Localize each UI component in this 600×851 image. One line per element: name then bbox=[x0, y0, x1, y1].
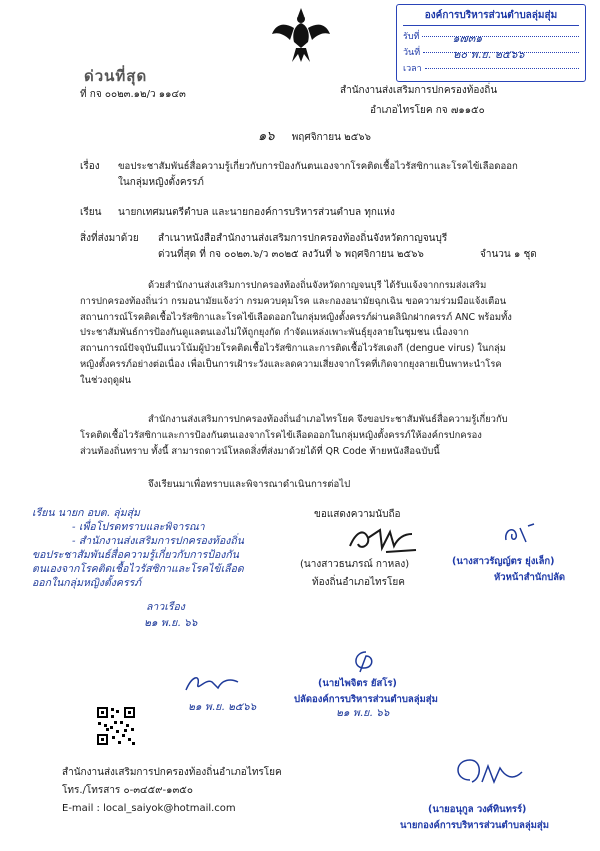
handnote-line: เรียน นายก อบต. ลุ่มสุ่ม bbox=[32, 507, 140, 519]
stamp-date-label: วันที่ bbox=[403, 48, 421, 58]
mayor-title: นายกองค์การบริหารส่วนตำบลลุ่มสุ่ม bbox=[400, 820, 549, 831]
para2-line: โรคติดเชื้อไวรัสซิกาและการป้องกันตนเองจากโรคไข้เลือดออกในกลุ่มหญิงตั้งครรภ์ให้องค์กรปกครอง bbox=[80, 429, 482, 441]
hand-date-2: ๒๑ พ.ย. ๒๕๖๖ bbox=[188, 701, 257, 713]
palad-name: (นายไพจิตร ยัสโร) bbox=[318, 678, 397, 689]
palad-head-name: (นางสาวรัญญ์ตร ยุ่งเล็ก) bbox=[452, 556, 555, 567]
palad-signature bbox=[346, 648, 386, 674]
footer-phone: โทร./โทรสาร ๐-๓๔๕๙-๑๓๕๐ bbox=[62, 785, 193, 796]
sender-line1: สำนักงานส่งเสริมการปกครองท้องถิ่น bbox=[340, 85, 498, 96]
to-text: นายกเทศมนตรีตำบล และนายกองค์การบริหารส่วนตำบล ทุกแห่ง bbox=[118, 207, 395, 218]
subject-line2: ในกลุ่มหญิงตั้งครรภ์ bbox=[118, 177, 204, 188]
para1-line: ในช่วงฤดูฝน bbox=[80, 374, 131, 386]
subject-line1: ขอประชาสัมพันธ์สื่อความรู้เกี่ยวกับการป้องกันตนเองจากโรคติดเชื้อไวรัสซิกาและโรคไข้เลือดออก bbox=[118, 161, 518, 172]
paragraph-2 bbox=[80, 412, 590, 459]
hand-signature-name: ลาวเรือง bbox=[146, 601, 185, 613]
para2-line: ส่วนท้องถิ่นทราบ ทั้งนี้ สามารถดาวน์โหลดสิ่งที่ส่งมาด้วยได้ที่ QR Code ท้ายหนังสือฉบับนี้ bbox=[80, 445, 440, 457]
hand-date-1: ๒๑ พ.ย. ๖๖ bbox=[144, 617, 198, 629]
doc-date-rest: พฤศจิกายน ๒๕๖๖ bbox=[291, 132, 371, 143]
footer-office: สำนักงานส่งเสริมการปกครองท้องถิ่นอำเภอไทรโยค bbox=[62, 767, 282, 778]
paragraph-1 bbox=[80, 278, 590, 389]
sender-line2: อำเภอไทรโยค กจ ๗๑๑๕๐ bbox=[370, 105, 485, 116]
doc-number: ที่ กจ ๐๐๒๓.๑๒/ว ๑๑๔๓ bbox=[80, 89, 186, 100]
doc-date bbox=[258, 130, 371, 145]
receive-stamp bbox=[396, 4, 586, 82]
to-label: เรียน bbox=[80, 207, 102, 218]
attach-label: สิ่งที่ส่งมาด้วย bbox=[80, 233, 139, 244]
signer-name: (นางสาวธนภรณ์ กาหลง) bbox=[300, 559, 410, 570]
closing-text: ขอแสดงความนับถือ bbox=[314, 509, 401, 520]
hand-signature-2 bbox=[182, 668, 242, 698]
palad-date: ๒๑ พ.ย. ๖๖ bbox=[336, 707, 390, 719]
palad-head-title: หัวหน้าสำนักปลัด bbox=[494, 572, 566, 583]
handnote-line: - เพื่อโปรดทราบและพิจารณา bbox=[72, 521, 205, 533]
qr-code bbox=[96, 706, 136, 746]
para1-line: หญิงตั้งครรภ์อย่างต่อเนื่อง เพื่อเป็นการเฝ้าระวังและลดความเสี่ยงจากโรคที่เกิดจากยุงลายเป็นพาหะนำโรค bbox=[80, 358, 502, 370]
stamp-time-label: เวลา bbox=[403, 64, 422, 74]
para1-line: ประชาสัมพันธ์การป้องกันดูแลตนเองไม่ให้ถูกยุงกัด กำจัดแหล่งเพาะพันธุ์ยุงลายในชุมชน เนื่องจาก bbox=[80, 327, 469, 339]
para1-line: ด้วยสำนักงานส่งเสริมการปกครองท้องถิ่นจังหวัดกาญจนบุรี ได้รับแจ้งจากกรมส่งเสริม bbox=[148, 280, 487, 291]
doc-date-day: ๑๖ bbox=[258, 129, 275, 144]
palad-head-signature bbox=[500, 520, 540, 548]
stamp-received-label: รับที่ bbox=[403, 32, 420, 42]
handnote-line: ขอประชาสัมพันธ์สื่อความรู้เกี่ยวกับการป้องกัน bbox=[32, 549, 239, 561]
para1-line: สถานการณ์ปัจจุบันมีแนวโน้มผู้ป่วยโรคติดเชื้อไวรัสซิกาและการติดเชื้อไวรัสเดงกี (dengue virus) ในกลุ่ม bbox=[80, 343, 506, 355]
attach-count: จำนวน ๑ ชุด bbox=[480, 249, 537, 260]
stamp-date-value: ๒๐ พ.ย. ๒๕๖๖ bbox=[453, 47, 525, 61]
garuda-emblem bbox=[270, 4, 332, 66]
stamp-org: องค์การบริหารส่วนตำบลลุ่มสุ่ม bbox=[403, 8, 579, 26]
handnote-line: - สำนักงานส่งเสริมการปกครองท้องถิ่น bbox=[72, 535, 244, 547]
subject-label: เรื่อง bbox=[80, 161, 100, 172]
handwritten-note bbox=[32, 506, 292, 590]
para1-line: สถานการณ์โรคติดเชื้อไวรัสซิกาและโรคไข้เลือดออกในกลุ่มหญิงตั้งครรภ์ผ่านคลินิกฝากครรภ์ ANC พร้อมทั้ง bbox=[80, 311, 512, 323]
urgent-label: ด่วนที่สุด bbox=[84, 67, 148, 85]
footer-email: E-mail : local_saiyok@hotmail.com bbox=[62, 803, 236, 814]
signer-title: ท้องถิ่นอำเภอไทรโยค bbox=[312, 577, 405, 588]
para1-line: การปกครองท้องถิ่นว่า กรมอนามัยแจ้งว่า กรมควบคุมโรค และกองอนามัยฉุกเฉิน ขอความร่วมมือแจ้งเตือน bbox=[80, 295, 507, 307]
handnote-line: ตนเองจากโรคติดเชื้อไวรัสซิกาและโรคไข้เลือด bbox=[32, 563, 244, 575]
paragraph-3: จึงเรียนมาเพื่อทราบและพิจารณาดำเนินการต่อไป bbox=[148, 479, 351, 490]
mayor-signature bbox=[448, 752, 526, 796]
attach-line1: สำเนาหนังสือสำนักงานส่งเสริมการปกครองท้องถิ่นจังหวัดกาญจนบุรี bbox=[158, 233, 448, 244]
signer-signature bbox=[346, 520, 418, 558]
para2-line: สำนักงานส่งเสริมการปกครองท้องถิ่นอำเภอไทรโยค จึงขอประชาสัมพันธ์สื่อความรู้เกี่ยวกับ bbox=[148, 414, 508, 425]
handnote-line: ออกในกลุ่มหญิงตั้งครรภ์ bbox=[32, 577, 142, 589]
palad-title: ปลัดองค์การบริหารส่วนตำบลลุ่มสุ่ม bbox=[294, 694, 438, 705]
attach-line2: ด่วนที่สุด ที่ กจ ๐๐๒๓.๖/ว ๓๐๒๕ ลงวันที่ ๖ พฤศจิกายน ๒๕๖๖ bbox=[158, 249, 424, 260]
mayor-name: (นายอนุกูล วงศ์ทินทรร์) bbox=[428, 804, 527, 815]
stamp-received-no: ๑๗๓๑ bbox=[452, 31, 483, 45]
